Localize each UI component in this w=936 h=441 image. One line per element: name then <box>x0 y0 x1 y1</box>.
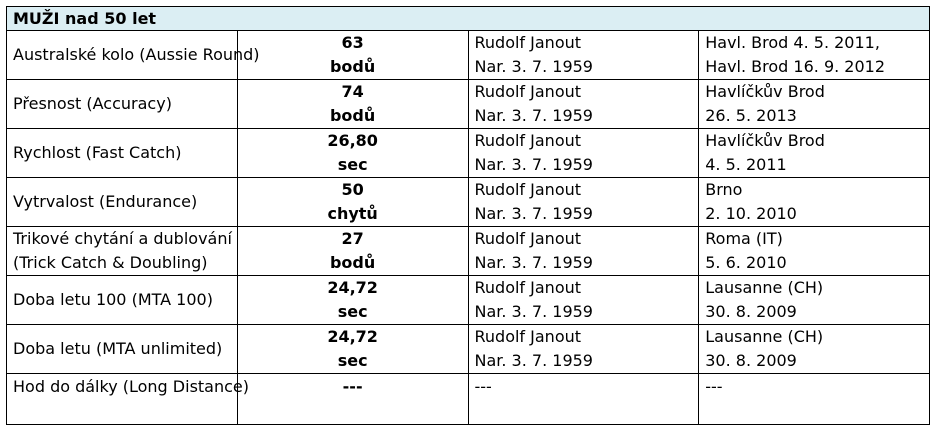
holder-name: Rudolf Janout <box>474 82 582 101</box>
result-value: bodů <box>329 106 376 125</box>
holder-cell <box>468 276 699 325</box>
result-value: 26,80 <box>327 131 378 150</box>
holder-name: Rudolf Janout <box>474 180 582 199</box>
result-cell <box>237 374 468 425</box>
holder-name: Rudolf Janout <box>474 229 582 248</box>
discipline-label: Trikové chytání a dublování <box>13 229 232 248</box>
holder-birthdate: Nar. 3. 7. 1959 <box>474 155 593 174</box>
place-date: Brno <box>705 180 743 199</box>
table-row <box>7 31 930 80</box>
result-value: 27 <box>341 229 364 248</box>
discipline-label: Hod do dálky (Long Distance) <box>13 377 249 396</box>
table-row <box>7 80 930 129</box>
holder-cell <box>468 80 699 129</box>
place-cell <box>699 374 930 425</box>
result-value: bodů <box>329 253 376 272</box>
holder-cell <box>468 178 699 227</box>
table-row <box>7 178 930 227</box>
place-cell <box>699 129 930 178</box>
discipline-label: Australské kolo (Aussie Round) <box>13 45 260 64</box>
discipline-cell <box>7 80 238 129</box>
place-date: 30. 8. 2009 <box>705 351 797 370</box>
result-value: sec <box>337 155 368 174</box>
discipline-label: Přesnost (Accuracy) <box>13 94 172 113</box>
result-value: bodů <box>329 57 376 76</box>
table-row <box>7 227 930 276</box>
place-date: Roma (IT) <box>705 229 783 248</box>
result-cell <box>237 129 468 178</box>
result-value: sec <box>337 351 368 370</box>
result-value: sec <box>337 302 368 321</box>
place-date: Havlíčkův Brod <box>705 82 825 101</box>
place-date: 30. 8. 2009 <box>705 302 797 321</box>
discipline-label: Vytrvalost (Endurance) <box>13 192 198 211</box>
holder-birthdate: Nar. 3. 7. 1959 <box>474 302 593 321</box>
holder-cell <box>468 227 699 276</box>
table-header-row <box>7 7 930 31</box>
result-value: 50 <box>341 180 364 199</box>
holder-name: Rudolf Janout <box>474 278 582 297</box>
holder-name: Rudolf Janout <box>474 131 582 150</box>
place-cell <box>699 178 930 227</box>
place-cell <box>699 276 930 325</box>
place-date: Havl. Brod 16. 9. 2012 <box>705 57 886 76</box>
result-value: --- <box>342 377 363 396</box>
holder-birthdate: Nar. 3. 7. 1959 <box>474 106 593 125</box>
place-date: 4. 5. 2011 <box>705 155 787 174</box>
place-date: --- <box>705 377 723 396</box>
discipline-cell <box>7 227 238 276</box>
holder-birthdate: Nar. 3. 7. 1959 <box>474 204 593 223</box>
table-row <box>7 374 930 425</box>
discipline-label: (Trick Catch & Doubling) <box>13 253 208 272</box>
records-table-container <box>6 6 930 425</box>
holder-name: --- <box>474 377 492 396</box>
discipline-cell <box>7 129 238 178</box>
discipline-cell <box>7 276 238 325</box>
discipline-cell <box>7 31 260 80</box>
table-row <box>7 325 930 374</box>
discipline-cell <box>7 178 238 227</box>
holder-birthdate: Nar. 3. 7. 1959 <box>474 57 593 76</box>
holder-birthdate: Nar. 3. 7. 1959 <box>474 253 593 272</box>
holder-cell <box>468 325 699 374</box>
result-cell <box>237 325 468 374</box>
holder-name: Rudolf Janout <box>474 327 582 346</box>
result-value: 63 <box>341 33 364 52</box>
place-cell <box>699 31 930 80</box>
place-date: Havlíčkův Brod <box>705 131 825 150</box>
discipline-cell <box>7 374 249 425</box>
result-cell <box>237 178 468 227</box>
result-cell <box>237 227 468 276</box>
place-cell <box>699 325 930 374</box>
discipline-cell <box>7 325 238 374</box>
place-date: Lausanne (CH) <box>705 327 824 346</box>
result-value: 74 <box>341 82 364 101</box>
holder-cell <box>468 129 699 178</box>
place-date: 2. 10. 2010 <box>705 204 797 223</box>
result-cell <box>237 80 468 129</box>
discipline-label: Doba letu 100 (MTA 100) <box>13 290 213 309</box>
place-date: Havl. Brod 4. 5. 2011, <box>705 33 880 52</box>
result-cell <box>237 276 468 325</box>
result-value: chytů <box>327 204 378 223</box>
place-cell <box>699 227 930 276</box>
place-date: 26. 5. 2013 <box>705 106 797 125</box>
holder-cell <box>468 31 699 80</box>
holder-birthdate: Nar. 3. 7. 1959 <box>474 351 593 370</box>
holder-cell <box>468 374 699 425</box>
place-date: 5. 6. 2010 <box>705 253 787 272</box>
table-title: MUŽI nad 50 let <box>7 7 930 31</box>
holder-name: Rudolf Janout <box>474 33 582 52</box>
discipline-label: Doba letu (MTA unlimited) <box>13 339 223 358</box>
table-row <box>7 129 930 178</box>
records-table <box>6 6 930 425</box>
place-date: Lausanne (CH) <box>705 278 824 297</box>
place-cell <box>699 80 930 129</box>
result-cell <box>237 31 468 80</box>
discipline-label: Rychlost (Fast Catch) <box>13 143 182 162</box>
result-value: 24,72 <box>327 278 378 297</box>
result-value: 24,72 <box>327 327 378 346</box>
table-row <box>7 276 930 325</box>
